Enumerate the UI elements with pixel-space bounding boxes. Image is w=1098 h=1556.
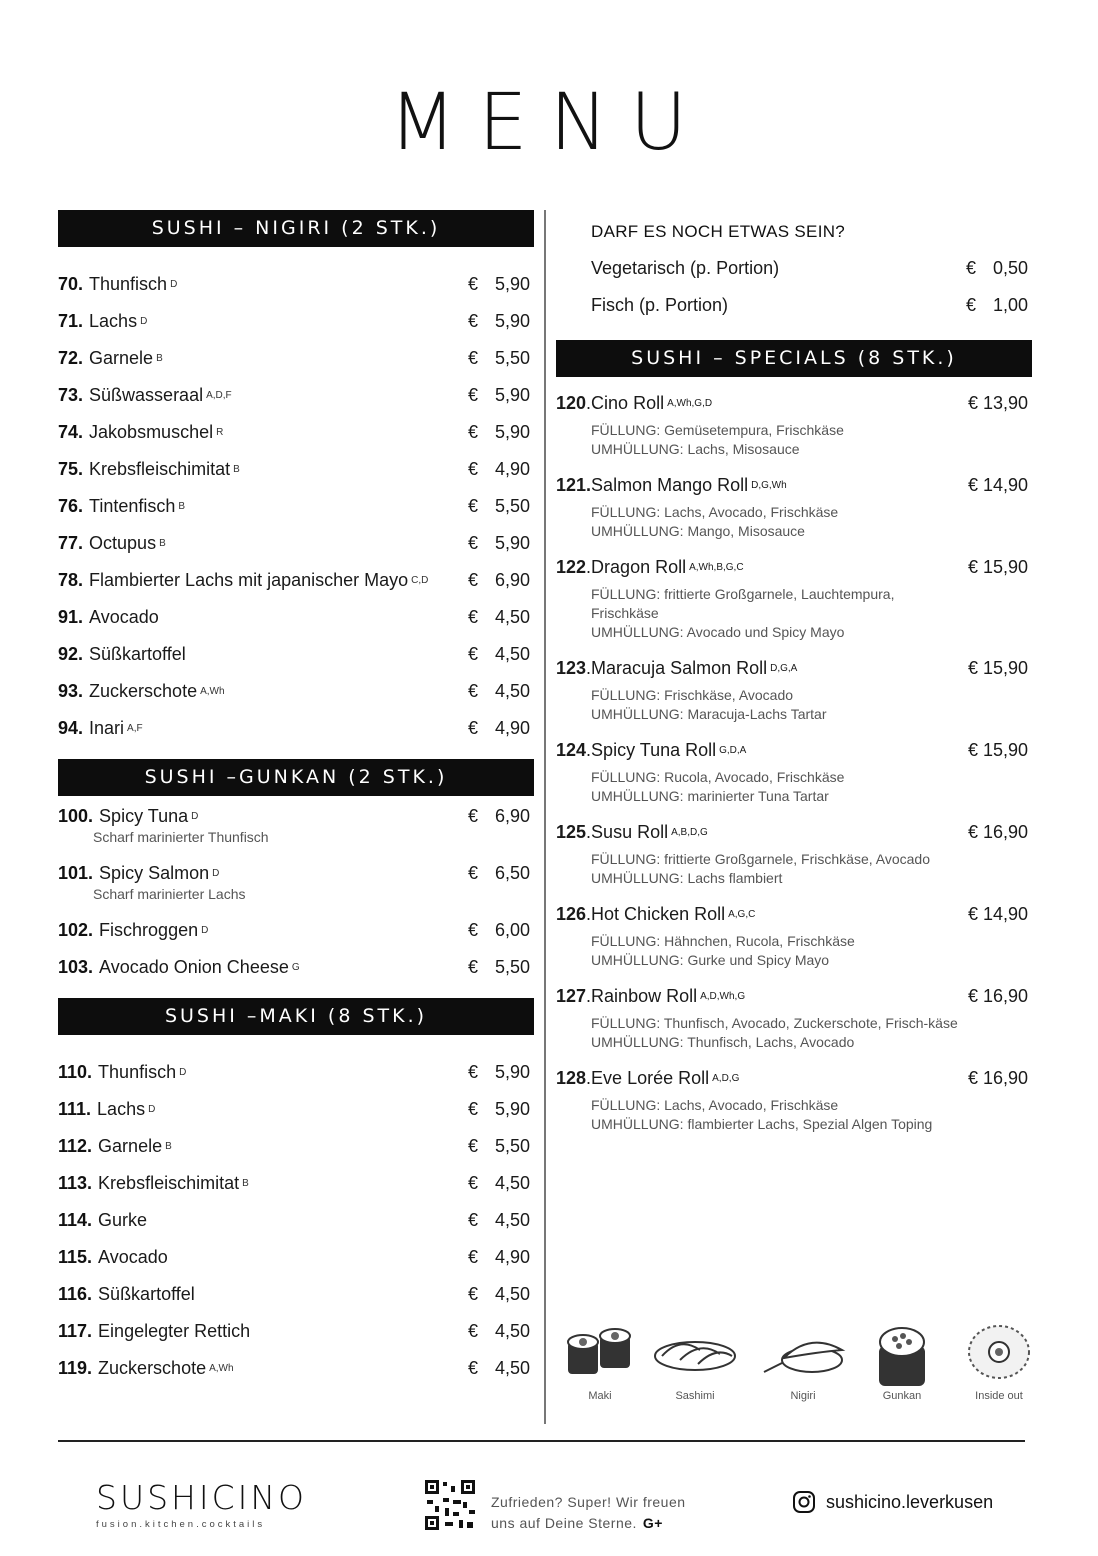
- item-name: Gurke: [98, 1210, 148, 1230]
- column-divider: [544, 210, 546, 1424]
- gunkan-heading: SUSHI –GUNKAN (2 STK.): [58, 759, 534, 796]
- item-name: Süßkartoffel: [89, 644, 186, 664]
- allergen-tags: A,D,F: [206, 390, 232, 401]
- special-title-row: [556, 1066, 1032, 1090]
- menu-item: [58, 912, 534, 949]
- currency-symbol: €: [468, 311, 479, 331]
- special-description: [556, 421, 966, 459]
- description-line: UMHÜLLUNG: Avocado und Spicy Mayo: [591, 624, 845, 640]
- special-number: 121.: [556, 474, 592, 495]
- item-name: Eingelegter Rettich: [98, 1321, 251, 1341]
- item-price: 5,50: [494, 957, 530, 977]
- description-line: FÜLLUNG: Frischkäse, Avocado: [591, 687, 794, 703]
- item-number: 94.: [58, 718, 84, 738]
- item-name: Avocado Onion Cheese: [99, 957, 289, 977]
- menu-item: [58, 1350, 534, 1387]
- item-name: Inari: [89, 718, 125, 738]
- special-name: .Cino Roll: [586, 392, 665, 413]
- special-roll: [556, 970, 1032, 1052]
- promo-line-1: Zufrieden? Super! Wir freuen: [491, 1494, 686, 1510]
- special-description: [556, 503, 966, 541]
- sashimi-caption: Sashimi: [675, 1390, 715, 1402]
- item-description: Scharf marinierter Thunfisch: [93, 829, 269, 845]
- extra-name: Fisch (p. Portion): [591, 295, 729, 315]
- left-column: [58, 210, 534, 1387]
- sashimi-icon: [650, 1322, 740, 1382]
- description-line: UMHÜLLUNG: Maracuja-Lachs Tartar: [591, 706, 827, 722]
- description-line: FÜLLUNG: Lachs, Avocado, Frischkäse: [591, 504, 839, 520]
- special-description: [556, 768, 966, 806]
- allergen-tags: D: [148, 1104, 156, 1115]
- allergen-tags: A,B,D,G: [671, 826, 708, 838]
- menu-item: [58, 636, 534, 673]
- menu-item: [58, 377, 534, 414]
- special-title-row: [556, 820, 1032, 844]
- currency-symbol: €: [468, 1358, 479, 1378]
- description-line: FÜLLUNG: frittierte Großgarnele, Lauchtempura, Frischkäse: [591, 586, 895, 621]
- currency-symbol: €: [468, 533, 479, 553]
- special-description: [556, 686, 966, 724]
- item-name: Tintenfisch: [89, 496, 176, 516]
- allergen-tags: D: [191, 811, 199, 822]
- item-price: 4,50: [494, 681, 530, 701]
- currency-symbol: €: [468, 1247, 479, 1267]
- special-price: € 14,90: [967, 903, 1028, 924]
- special-price: € 13,90: [967, 392, 1028, 413]
- item-price: 4,50: [494, 1210, 530, 1230]
- extra-name: Vegetarisch (p. Portion): [591, 258, 780, 278]
- item-price: 4,90: [494, 459, 530, 479]
- item-number: 110.: [58, 1062, 93, 1082]
- item-price: 4,50: [494, 644, 530, 664]
- item-number: 101.: [58, 863, 94, 883]
- special-price: € 15,90: [967, 739, 1028, 760]
- item-price: 4,90: [494, 718, 530, 738]
- allergen-tags: A,F: [127, 723, 143, 734]
- item-price: 4,50: [494, 1284, 530, 1304]
- item-name: Zuckerschote: [89, 681, 198, 701]
- special-price: € 15,90: [967, 657, 1028, 678]
- item-number: 73.: [58, 385, 84, 405]
- special-title-row: [556, 473, 1032, 497]
- allergen-tags: G,D,A: [719, 744, 747, 756]
- item-price: 5,90: [494, 311, 530, 331]
- currency-symbol: €: [468, 1210, 479, 1230]
- menu-item: [58, 525, 534, 562]
- currency-symbol: €: [468, 718, 479, 738]
- special-price: € 15,90: [967, 556, 1028, 577]
- allergen-tags: B: [178, 501, 186, 512]
- allergen-tags: C,D: [411, 575, 429, 586]
- menu-item: [58, 949, 534, 986]
- menu-item: [58, 710, 534, 747]
- menu-item: [58, 562, 534, 599]
- google-plus-icon[interactable]: G+: [642, 1515, 663, 1531]
- extra-price: 0,50: [992, 258, 1028, 278]
- gunkan-list: [58, 798, 534, 986]
- currency-symbol: €: [468, 681, 479, 701]
- menu-item: [58, 1276, 534, 1313]
- special-roll: [556, 459, 1032, 541]
- allergen-tags: D,G,A: [770, 662, 798, 674]
- item-name: Spicy Salmon: [99, 863, 210, 883]
- description-line: UMHÜLLUNG: Lachs, Misosauce: [591, 441, 800, 457]
- item-price: 6,00: [494, 920, 530, 940]
- allergen-tags: A,G,C: [728, 908, 756, 920]
- currency-symbol: €: [468, 1173, 479, 1193]
- special-description: [556, 850, 966, 888]
- allergen-tags: B: [165, 1141, 172, 1152]
- menu-item: [58, 1128, 534, 1165]
- item-name: Krebsfleischimitat: [89, 459, 231, 479]
- currency-symbol: €: [468, 607, 479, 627]
- allergen-tags: D: [140, 316, 148, 327]
- menu-item: [58, 414, 534, 451]
- maki-heading: SUSHI –MAKI (8 STK.): [58, 998, 534, 1035]
- item-number: 115.: [58, 1247, 93, 1267]
- item-number: 113.: [58, 1173, 93, 1193]
- special-title-row: [556, 656, 1032, 680]
- item-name: Octupus: [89, 533, 157, 553]
- extras-heading: DARF ES NOCH ETWAS SEIN?: [591, 222, 846, 241]
- item-number: 100.: [58, 806, 94, 826]
- allergen-tags: A,Wh: [209, 1363, 234, 1374]
- item-number: 119.: [58, 1358, 93, 1378]
- currency-symbol: €: [468, 644, 479, 664]
- description-line: FÜLLUNG: frittierte Großgarnele, Frischkäse, Avocado: [591, 851, 930, 867]
- menu-item: [58, 340, 534, 377]
- special-roll: [556, 541, 1032, 642]
- menu-item: [58, 1239, 534, 1276]
- sushi-type-icons: [556, 1322, 1032, 1412]
- description-line: UMHÜLLUNG: flambierter Lachs, Spezial Algen Toping: [591, 1116, 933, 1132]
- page-title: MENU: [388, 78, 710, 168]
- nigiri-heading: SUSHI – NIGIRI (2 STK.): [58, 210, 534, 247]
- sashimi-item: [650, 1322, 740, 1402]
- item-price: 5,50: [494, 1136, 530, 1156]
- item-number: 116.: [58, 1284, 93, 1304]
- extra-price: 1,00: [992, 295, 1028, 315]
- special-description: [556, 1014, 966, 1052]
- item-number: 91.: [58, 607, 84, 627]
- special-title-row: [556, 391, 1032, 415]
- item-price: 5,50: [494, 348, 530, 368]
- description-line: UMHÜLLUNG: Lachs flambiert: [591, 870, 783, 886]
- special-title-row: [556, 738, 1032, 762]
- special-title-row: [556, 555, 1032, 579]
- qr-code-icon[interactable]: [423, 1478, 477, 1532]
- special-number: 124: [556, 739, 587, 760]
- special-description: [556, 1096, 966, 1134]
- special-name: .Susu Roll: [586, 821, 669, 842]
- allergen-tags: A,Wh,B,G,C: [689, 561, 744, 573]
- menu-item: [58, 266, 534, 303]
- extra-item: [556, 287, 1032, 324]
- special-title-row: [556, 984, 1032, 1008]
- item-number: 72.: [58, 348, 84, 368]
- item-name: Avocado: [89, 607, 159, 627]
- menu-item: [58, 488, 534, 525]
- special-number: 123: [556, 657, 587, 678]
- item-number: 70.: [58, 274, 84, 294]
- allergen-tags: G: [291, 962, 300, 973]
- item-number: 75.: [58, 459, 84, 479]
- description-line: UMHÜLLUNG: marinierter Tuna Tartar: [591, 788, 829, 804]
- item-number: 114.: [58, 1210, 93, 1230]
- special-roll: [556, 806, 1032, 888]
- currency-symbol: €: [468, 348, 479, 368]
- item-price: 5,90: [494, 1099, 530, 1119]
- item-name: Krebsfleischimitat: [98, 1173, 240, 1193]
- special-roll: [556, 888, 1032, 970]
- item-price: 5,90: [494, 274, 530, 294]
- item-price: 5,90: [494, 533, 530, 553]
- inside-out-icon: [964, 1322, 1034, 1382]
- instagram-link[interactable]: [792, 1490, 993, 1514]
- special-name: .Hot Chicken Roll: [586, 903, 726, 924]
- currency-symbol: €: [966, 258, 977, 278]
- description-line: FÜLLUNG: Thunfisch, Avocado, Zuckerschote, Frisch-käse: [591, 1015, 958, 1031]
- item-number: 93.: [58, 681, 84, 701]
- allergen-tags: D: [201, 925, 209, 936]
- item-name: Spicy Tuna: [99, 806, 189, 826]
- item-price: 4,50: [494, 1173, 530, 1193]
- promo-line-2: [491, 1513, 686, 1534]
- nigiri-item: [758, 1322, 848, 1402]
- item-name: Süßkartoffel: [98, 1284, 195, 1304]
- extra-item: [556, 250, 1032, 287]
- item-price: 6,90: [494, 570, 530, 590]
- currency-symbol: €: [468, 1284, 479, 1304]
- description-line: UMHÜLLUNG: Mango, Misosauce: [591, 523, 805, 539]
- gunkan-caption: Gunkan: [882, 1390, 922, 1402]
- allergen-tags: B: [233, 464, 240, 475]
- item-number: 71.: [58, 311, 84, 331]
- item-name: Flambierter Lachs mit japanischer Mayo: [89, 570, 409, 590]
- allergen-tags: D,G,Wh: [751, 479, 787, 491]
- footer-divider: [58, 1440, 1025, 1442]
- special-roll: [556, 391, 1032, 459]
- nigiri-icon: [758, 1322, 848, 1382]
- item-price: 6,90: [494, 806, 530, 826]
- special-number: 125: [556, 821, 587, 842]
- currency-symbol: €: [468, 570, 479, 590]
- item-price: 6,50: [494, 863, 530, 883]
- item-price: 5,90: [494, 1062, 530, 1082]
- menu-item: [58, 599, 534, 636]
- allergen-tags: A,D,G: [712, 1072, 740, 1084]
- menu-item: [58, 1054, 534, 1091]
- currency-symbol: €: [468, 274, 479, 294]
- item-price: 4,50: [494, 1358, 530, 1378]
- item-description: Scharf marinierter Lachs: [93, 886, 246, 902]
- description-line: FÜLLUNG: Gemüsetempura, Frischkäse: [591, 422, 844, 438]
- special-price: € 16,90: [967, 1067, 1028, 1088]
- description-line: FÜLLUNG: Hähnchen, Rucola, Frischkäse: [591, 933, 855, 949]
- item-name: Lachs: [89, 311, 138, 331]
- currency-symbol: €: [468, 422, 479, 442]
- allergen-tags: D: [212, 868, 220, 879]
- item-number: 112.: [58, 1136, 93, 1156]
- gunkan-icon: [867, 1322, 937, 1390]
- special-number: 126: [556, 903, 587, 924]
- nigiri-caption: Nigiri: [790, 1390, 816, 1402]
- menu-item: [58, 1202, 534, 1239]
- item-price: 5,50: [494, 496, 530, 516]
- item-price: 4,50: [494, 1321, 530, 1341]
- allergen-tags: A,Wh,G,D: [667, 397, 713, 409]
- item-name: Lachs: [97, 1099, 146, 1119]
- maki-caption: Maki: [588, 1390, 612, 1402]
- item-price: 4,50: [494, 607, 530, 627]
- item-name: Fischroggen: [99, 920, 199, 940]
- item-name: Avocado: [98, 1247, 168, 1267]
- specials-heading: SUSHI – SPECIALS (8 STK.): [556, 340, 1032, 377]
- item-number: 103.: [58, 957, 94, 977]
- menu-item: [58, 1165, 534, 1202]
- allergen-tags: B: [156, 353, 163, 364]
- currency-symbol: €: [468, 863, 479, 883]
- brand-logo: SUSHICINO: [96, 1478, 308, 1517]
- special-roll: [556, 1052, 1032, 1134]
- instagram-handle: sushicino.leverkusen: [826, 1491, 994, 1512]
- allergen-tags: A,Wh: [200, 686, 225, 697]
- allergen-tags: B: [242, 1178, 249, 1189]
- menu-item: [58, 855, 534, 892]
- menu-item: [58, 451, 534, 488]
- allergen-tags: D: [170, 279, 178, 290]
- menu-item: [58, 798, 534, 835]
- special-number: 122: [556, 556, 587, 577]
- inside-out-item: [954, 1322, 1044, 1402]
- gunkan-item: [857, 1322, 947, 1402]
- maki-item: [555, 1322, 645, 1402]
- special-number: 120: [556, 392, 587, 413]
- allergen-tags: R: [216, 427, 224, 438]
- item-number: 102.: [58, 920, 94, 940]
- special-name: .Maracuja Salmon Roll: [586, 657, 768, 678]
- special-name: .Eve Lorée Roll: [586, 1067, 710, 1088]
- item-name: Süßwasseraal: [89, 385, 204, 405]
- special-number: 127: [556, 985, 587, 1006]
- menu-item: [58, 1091, 534, 1128]
- item-number: 78.: [58, 570, 84, 590]
- description-line: FÜLLUNG: Lachs, Avocado, Frischkäse: [591, 1097, 839, 1113]
- description-line: FÜLLUNG: Rucola, Avocado, Frischkäse: [591, 769, 845, 785]
- brand: [96, 1478, 307, 1530]
- specials-list: [556, 391, 1032, 1134]
- item-name: Garnele: [89, 348, 154, 368]
- item-name: Thunfisch: [89, 274, 168, 294]
- item-name: Jakobsmuschel: [89, 422, 214, 442]
- instagram-icon: [792, 1490, 816, 1514]
- special-name: .Dragon Roll: [586, 556, 687, 577]
- description-line: UMHÜLLUNG: Thunfisch, Lachs, Avocado: [591, 1034, 855, 1050]
- special-roll: [556, 724, 1032, 806]
- item-number: 76.: [58, 496, 84, 516]
- item-price: 5,90: [494, 422, 530, 442]
- currency-symbol: €: [468, 920, 479, 940]
- description-line: UMHÜLLUNG: Gurke und Spicy Mayo: [591, 952, 830, 968]
- special-title-row: [556, 902, 1032, 926]
- item-price: 4,90: [494, 1247, 530, 1267]
- special-price: € 16,90: [967, 985, 1028, 1006]
- item-name: Thunfisch: [98, 1062, 177, 1082]
- special-number: 128: [556, 1067, 587, 1088]
- maki-list: [58, 1054, 534, 1387]
- brand-tagline: fusion.kitchen.cocktails: [96, 1519, 266, 1530]
- allergen-tags: B: [159, 538, 166, 549]
- item-name: Garnele: [98, 1136, 163, 1156]
- allergen-tags: D: [179, 1067, 187, 1078]
- item-number: 117.: [58, 1321, 93, 1341]
- item-number: 77.: [58, 533, 84, 553]
- maki-icon: [562, 1322, 638, 1382]
- currency-symbol: €: [468, 1321, 479, 1341]
- inside-out-caption: Inside out: [975, 1390, 1023, 1402]
- review-promo: [491, 1492, 686, 1534]
- special-description: [556, 585, 966, 642]
- currency-symbol: €: [468, 1136, 479, 1156]
- item-number: 92.: [58, 644, 84, 664]
- allergen-tags: A,D,Wh,G: [700, 990, 746, 1002]
- extras-list: [556, 250, 1032, 324]
- right-column: [556, 210, 1032, 1134]
- currency-symbol: €: [468, 459, 479, 479]
- currency-symbol: €: [468, 1099, 479, 1119]
- special-description: [556, 932, 966, 970]
- menu-item: [58, 673, 534, 710]
- menu-item: [58, 303, 534, 340]
- special-price: € 14,90: [967, 474, 1028, 495]
- nigiri-list: [58, 266, 534, 747]
- menu-item: [58, 1313, 534, 1350]
- item-number: 74.: [58, 422, 84, 442]
- item-name: Zuckerschote: [98, 1358, 207, 1378]
- special-name: .Spicy Tuna Roll: [586, 739, 717, 760]
- special-roll: [556, 642, 1032, 724]
- currency-symbol: €: [966, 295, 977, 315]
- currency-symbol: €: [468, 806, 479, 826]
- item-number: 111.: [58, 1099, 92, 1119]
- currency-symbol: €: [468, 1062, 479, 1082]
- currency-symbol: €: [468, 957, 479, 977]
- special-name: .Rainbow Roll: [586, 985, 698, 1006]
- currency-symbol: €: [468, 496, 479, 516]
- special-name: Salmon Mango Roll: [591, 474, 749, 495]
- item-price: 5,90: [494, 385, 530, 405]
- currency-symbol: €: [468, 385, 479, 405]
- special-price: € 16,90: [967, 821, 1028, 842]
- promo-line-2-text: uns auf Deine Sterne.: [491, 1515, 637, 1531]
